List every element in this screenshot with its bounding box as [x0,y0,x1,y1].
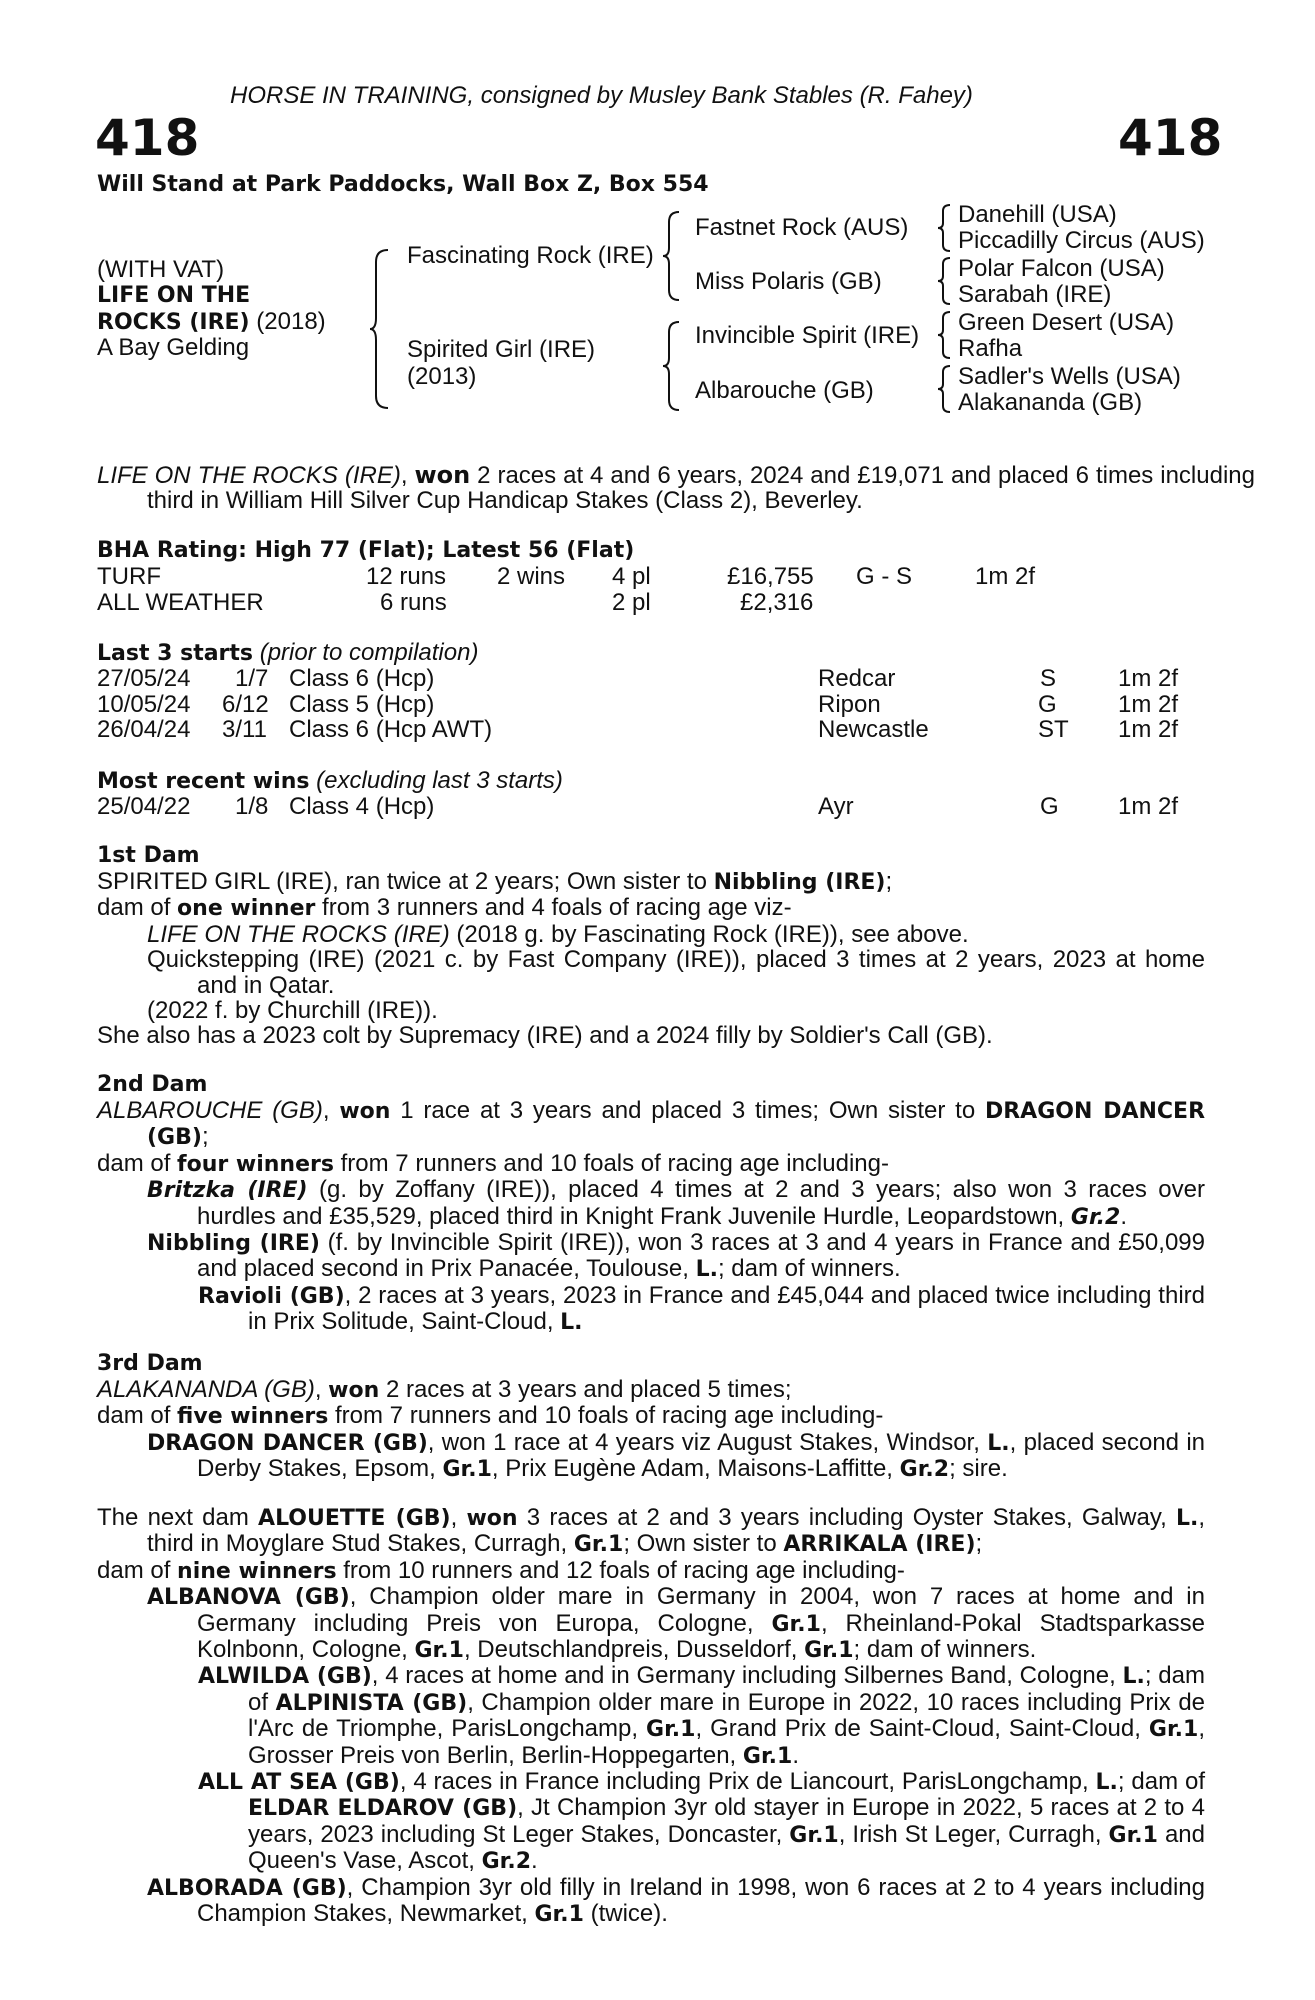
start-course: Redcar [818,665,896,692]
location-line: Will Stand at Park Paddocks, Wall Box Z, Box 554 [97,172,709,197]
dam1-line2: dam of one winner from 3 runners and 4 foals of racing age viz- [97,894,792,922]
dam2-title: 2nd Dam [97,1072,208,1097]
recent-race: Class 4 (Hcp) [289,793,435,820]
start-position: 3/11 [222,716,267,743]
dam3-intro: ALAKANANDA (GB), won 2 races at 3 years and placed 5 times; [97,1376,792,1403]
sire-sire: Fastnet Rock (AUS) [695,214,909,241]
start-race: Class 6 (Hcp AWT) [289,716,493,743]
dam3-title: 3rd Dam [97,1351,203,1376]
recent-title: Most recent wins [97,769,310,794]
dam4-produce-alborada: ALBORADA (GB), Champion 3yr old filly in Ireland in 1998, won 6 races at 2 to 4 years including Champion Stakes, Newmarket, Gr.1 (twice). [147,1873,1205,1928]
horse-sex: A Bay Gelding [97,334,250,361]
summary-won: won [414,461,471,489]
last3-title: Last 3 starts [97,641,254,666]
brace-dam [661,320,681,412]
sire-sire-dam: Piccadilly Circus (AUS) [958,227,1205,254]
start-race: Class 5 (Hcp) [289,691,435,718]
dam-dam-dam: Alakananda (GB) [958,389,1143,416]
dam4-produce-albanova: ALBANOVA (GB), Champion older mare in Germany in 2004, won 7 races at home and in Germany including Preis von Europa, Cologne, Gr.1, Rheinland-Pokal Stadtsparkasse Kolnbonn, Cologne, Gr.1, Deutschlandpreis, Dusseldorf, Gr.1; dam of winners. [147,1583,1205,1664]
bha-surface: TURF [97,563,161,590]
dam3-produce-summary: dam of five winners from 7 runners and 10 foals of racing age including- [97,1402,884,1430]
bha-wins: 2 wins [497,563,566,590]
dam-dam-sire: Sadler's Wells (USA) [958,363,1181,390]
bha-row-turf [0,564,1315,590]
sire-name: Fascinating Rock (IRE) [407,242,654,269]
bha-runs: 12 runs [366,563,447,590]
dam4-produce-all-at-sea: ALL AT SEA (GB), 4 races in France including Prix de Liancourt, ParisLongchamp, L.; dam of ELDAR ELDAROV (GB), Jt Champion 3yr old stayer in Europe in 2022, 5 races at 2 to 4 years, 2023 including St Leger Stakes, Doncaster, Gr.1, Irish St Leger, Curragh, Gr.1 and Queen's Vase, Ascot, Gr.2. [198,1768,1205,1875]
bha-prize: £16,755 [727,563,814,590]
dam1-note: She also has a 2023 colt by Supremacy (IRE) and a 2024 filly by Soldier's Call (GB). [97,1022,993,1050]
dam2-intro: ALBAROUCHE (GB), won 1 race at 3 years and placed 3 times; Own sister to DRAGON DANCER (GB); [97,1097,1206,1151]
horse-name-line2 [97,309,326,336]
dam2-produce-nibbling: Nibbling (IRE) (f. by Invincible Spirit (IRE)), won 3 races at 3 and 4 years in France and £50,099 and placed second in Prix Panacée, Toulouse, L.; dam of winners. [147,1229,1205,1283]
recent-course: Ayr [818,793,854,820]
bha-runs: 6 runs [380,589,447,616]
dam3-block [97,1377,1205,1483]
brace-ss [936,203,952,253]
horse-year: (2018) [249,308,326,335]
brace-main [368,248,390,410]
last3-heading [97,640,478,667]
start-row [0,666,1315,692]
start-position: 6/12 [222,691,269,718]
horse-name-line1: LIFE ON THE [97,283,251,308]
start-date: 26/04/24 [97,716,191,743]
dam2-block [97,1098,1205,1336]
dam1-produce-1: LIFE ON THE ROCKS (IRE) (2018 g. by Fascinating Rock (IRE)), see above. [147,920,969,948]
start-course: Ripon [818,691,881,718]
last3-note: (prior to compilation) [253,639,479,666]
start-distance: 1m 2f [1118,716,1179,743]
bha-going: G - S [856,563,913,590]
dam-name: Spirited Girl (IRE) [407,336,596,363]
recent-distance: 1m 2f [1118,793,1179,820]
race-summary: LIFE ON THE ROCKS (IRE), won 2 races at 4 and 6 years, 2024 and £19,071 and placed 6 times including third in William Hill Silver Cup Handicap Stakes (Class 2), Beverley. [97,461,1255,515]
bha-distance: 1m 2f [975,563,1036,590]
lot-number-left: 418 [95,109,200,167]
bha-prize: £2,316 [740,589,814,616]
bha-rating-title: BHA Rating: High 77 (Flat); Latest 56 (Flat) [97,538,635,563]
dam-year: (2013) [407,363,477,390]
recent-date: 25/04/22 [97,793,191,820]
dam1-block [97,869,1205,1049]
dam-dam: Albarouche (GB) [695,377,874,404]
start-date: 10/05/24 [97,691,191,718]
horse-name-line2-text: ROCKS (IRE) [97,310,250,335]
dam2-produce-ravioli: Ravioli (GB), 2 races at 3 years, 2023 in France and £45,044 and placed twice including third in Prix Solitude, Saint-Cloud, L. [198,1281,1205,1336]
start-row [0,717,1315,743]
bha-placed: 2 pl [612,589,651,616]
brace-sire [661,210,681,302]
sire-sire-sire: Danehill (USA) [958,201,1117,228]
recent-going: G [1040,793,1059,820]
sire-dam: Miss Polaris (GB) [695,268,882,295]
brace-dd [936,364,952,414]
dam-sire-dam: Rafha [958,335,1023,362]
start-date: 27/05/24 [97,665,191,692]
lot-number-right: 418 [1118,109,1223,167]
dam1-line1: SPIRITED GIRL (IRE), ran twice at 2 years; Own sister to Nibbling (IRE); [97,868,893,895]
dam4-produce-summary: dam of nine winners from 10 runners and 12 foals of racing age including- [97,1556,905,1584]
recent-note: (excluding last 3 starts) [309,767,563,794]
start-row [0,692,1315,718]
start-going: ST [1038,716,1069,743]
start-distance: 1m 2f [1118,665,1179,692]
recent-position: 1/8 [235,793,269,820]
summary-horse-name: LIFE ON THE ROCKS (IRE) [97,462,401,489]
dam1-title: 1st Dam [97,843,200,868]
dam2-produce-summary: dam of four winners from 7 runners and 10 foals of racing age including- [97,1149,889,1177]
start-going: S [1040,665,1057,692]
start-position: 1/7 [235,665,269,692]
sire-dam-dam: Sarabah (IRE) [958,281,1112,308]
dam1-produce-2: Quickstepping (IRE) (2021 c. by Fast Company (IRE)), placed 3 times at 2 years, 2023 at home and in Qatar. [147,946,1205,999]
bha-surface: ALL WEATHER [97,589,264,616]
dam-sire-sire: Green Desert (USA) [958,309,1175,336]
dam-sire: Invincible Spirit (IRE) [695,322,920,349]
vat-label: (WITH VAT) [97,256,225,283]
dam2-produce-britzka: Britzka (IRE) (g. by Zoffany (IRE)), placed 4 times at 2 and 3 years; also won 3 races over hurdles and £35,529, placed third in Knight Frank Juvenile Hurdle, Leopardstown, Gr.2. [147,1176,1205,1230]
bha-row-aw [0,590,1315,616]
start-race: Class 6 (Hcp) [289,665,435,692]
dam4-produce-alwilda: ALWILDA (GB), 4 races at home and in Germany including Silbernes Band, Cologne, L.; dam of ALPINISTA (GB), Champion older mare in Europe in 2022, 10 races including Prix de l'Arc de Triomphe, ParisLongchamp, Gr.1, Grand Prix de Saint-Cloud, Saint-Cloud, Gr.1, Grosser Preis von Berlin, Berlin-Hoppegarten, Gr.1. [198,1662,1206,1769]
dam3-produce-dragon-dancer: DRAGON DANCER (GB), won 1 race at 4 years viz August Stakes, Windsor, L., placed second in Derby Stakes, Epsom, Gr.1, Prix Eugène Adam, Maisons-Laffitte, Gr.2; sire. [147,1428,1206,1483]
start-course: Newcastle [818,716,929,743]
dam4-block [97,1505,1205,1928]
recent-row [0,794,1315,820]
bha-placed: 4 pl [612,563,651,590]
brace-ds [936,310,952,360]
summary-text: 2 races at 4 and 6 years, 2024 and £19,071 and placed 6 times including third in William Hill Silver Cup Handicap Stakes (Class 2), Beverley. [147,462,1255,515]
start-going: G [1038,691,1057,718]
dam4-intro: The next dam ALOUETTE (GB), won 3 races at 2 and 3 years including Oyster Stakes, Galway, L., third in Moyglare Stud Stakes, Curragh, Gr.1; Own sister to ARRIKALA (IRE); [97,1504,1206,1558]
dam1-produce-3: (2022 f. by Churchill (IRE)). [147,997,438,1025]
brace-sd [936,256,952,306]
recent-heading [97,768,563,795]
consignment-line: HORSE IN TRAINING, consigned by Musley Bank Stables (R. Fahey) [230,82,973,109]
sire-dam-sire: Polar Falcon (USA) [958,255,1165,282]
start-distance: 1m 2f [1118,691,1179,718]
